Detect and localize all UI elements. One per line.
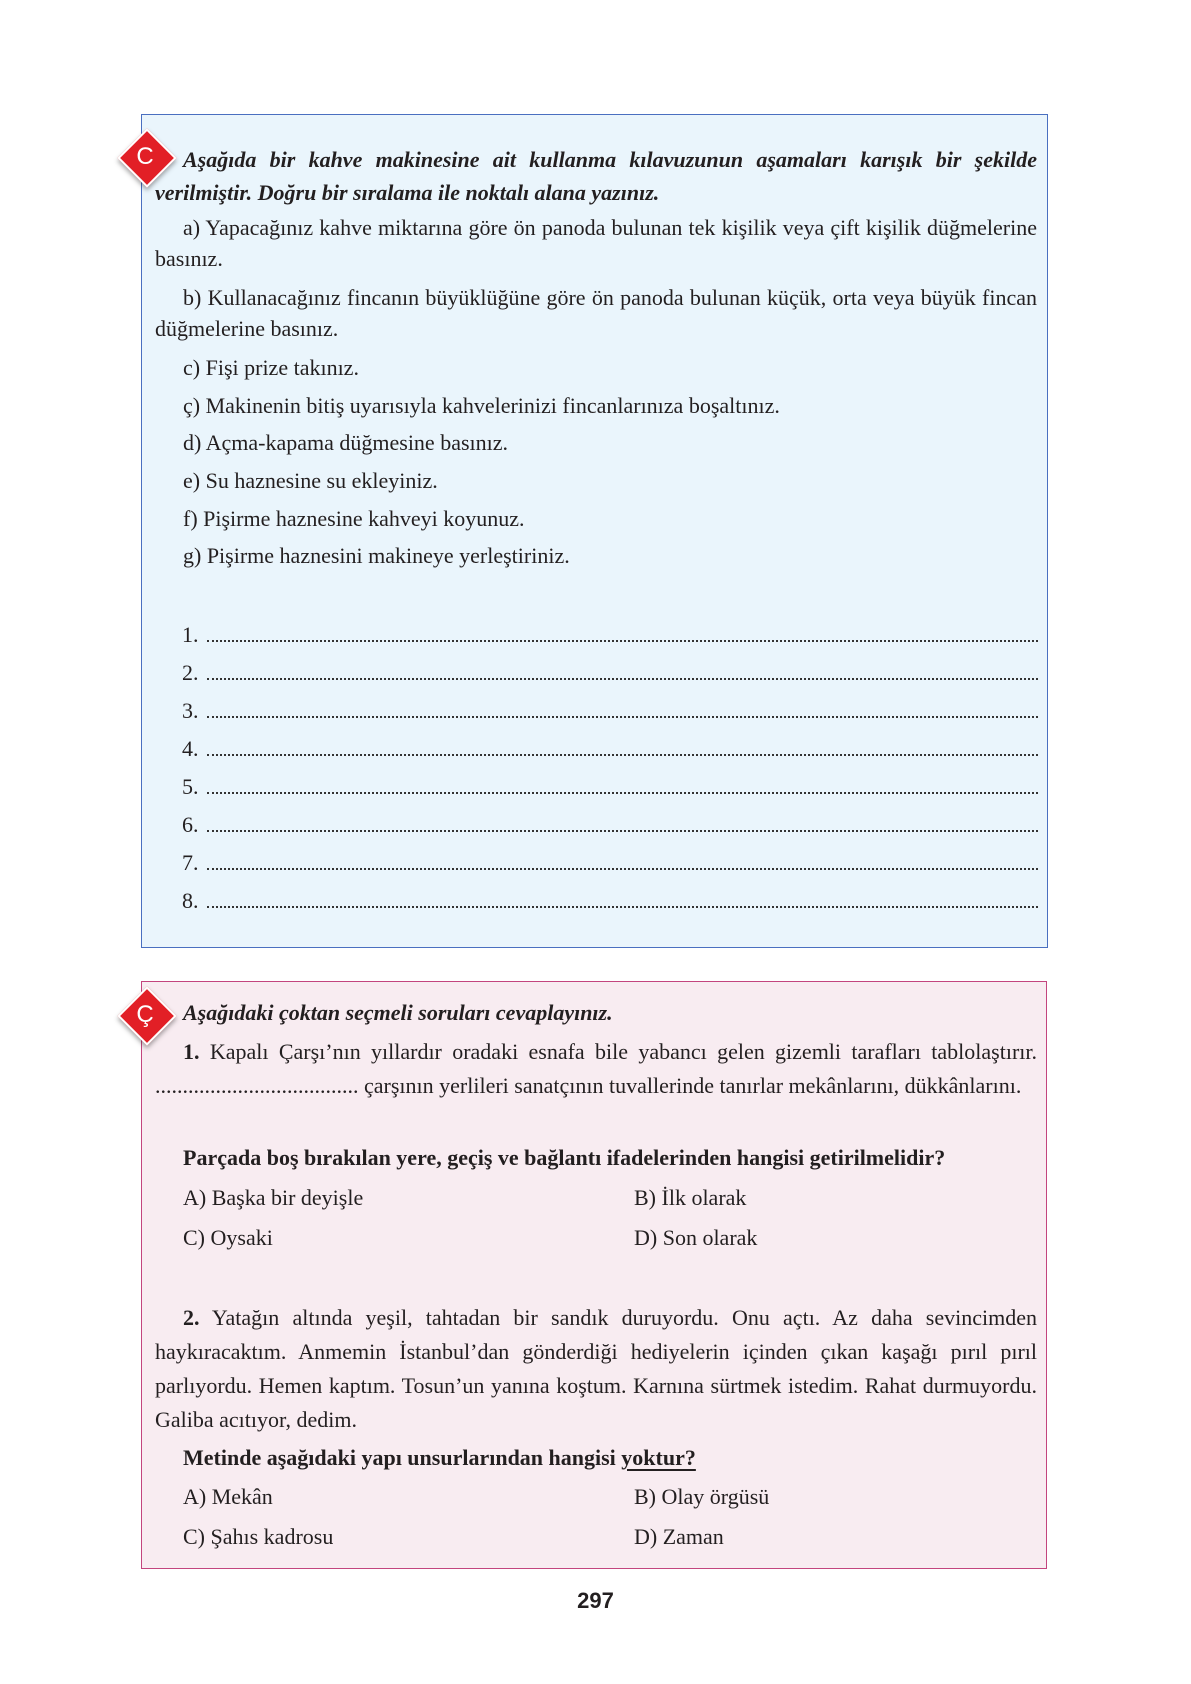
step-item: c) Fişi prize takınız.	[183, 355, 359, 380]
answer-line[interactable]	[182, 696, 1038, 726]
section-badge-letter: Ç	[136, 1001, 154, 1028]
step-item: d) Açma-kapama düğmesine basınız.	[183, 430, 509, 455]
step-item: ç) Makinenin bitiş uyarısıyla kahvelerinizi fincanlarınıza boşaltınız.	[183, 393, 780, 418]
answer-line[interactable]	[182, 734, 1038, 764]
answer-number: 5.	[182, 774, 199, 799]
answer-line[interactable]	[182, 848, 1038, 878]
answer-number: 7.	[182, 850, 199, 875]
multiple-choice-box	[136, 981, 1047, 1569]
question-number: 2.	[183, 1305, 200, 1330]
question-1-text	[155, 1035, 1037, 1103]
answer-number: 1.	[182, 622, 199, 647]
answer-line[interactable]	[182, 658, 1038, 688]
answer-line[interactable]	[182, 620, 1038, 650]
answer-number: 8.	[182, 888, 199, 913]
question-2-prompt	[155, 1441, 1037, 1474]
question-emphasis: yoktur?	[621, 1445, 696, 1470]
step-item: a) Yapacağınız kahve miktarına göre ön panoda bulunan tek kişilik veya çift kişilik düğmelerine basınız.	[155, 215, 1037, 271]
option-d[interactable]: D) Zaman	[634, 1524, 724, 1549]
answer-line[interactable]	[182, 810, 1038, 840]
question-2-text	[155, 1301, 1037, 1437]
question-prompt-text: Metinde aşağıdaki yapı unsurlarından hangisi	[183, 1445, 616, 1470]
step-item: f) Pişirme haznesine kahveyi koyunuz.	[183, 506, 525, 531]
answer-number: 6.	[182, 812, 199, 837]
step-item: g) Pişirme haznesini makineye yerleştiriniz.	[183, 543, 570, 568]
answer-number: 3.	[182, 698, 199, 723]
option-a[interactable]: A) Başka bir deyişle	[183, 1185, 364, 1210]
exercise-instruction: Aşağıdaki çoktan seçmeli soruları cevaplayınız.	[183, 1000, 613, 1025]
answer-line[interactable]	[182, 772, 1038, 802]
section-badge-letter: C	[136, 143, 154, 170]
question-number: 1.	[183, 1039, 200, 1064]
option-c[interactable]: C) Şahıs kadrosu	[183, 1524, 334, 1549]
ordering-exercise-box	[136, 114, 1048, 948]
question-passage: Yatağın altında yeşil, tahtadan bir sandık duruyordu. Onu açtı. Az daha sevincimden haykıracaktım. Anmemin İstanbul’dan gönderdiği hediyelerin içinden çıkan kaşağı pırıl pırıl parlıyordu. Hemen kaptım. Tosun’un yanına koştum. Karnına sürtmek istedim. Rahat durmuyordu. Galiba acıtıyor, dedim.	[155, 1305, 1037, 1432]
option-a[interactable]: A) Mekân	[183, 1484, 273, 1509]
page-number: 297	[577, 1588, 614, 1613]
option-b[interactable]: B) Olay örgüsü	[634, 1484, 770, 1509]
step-item: b) Kullanacağınız fincanın büyüklüğüne göre ön panoda bulunan küçük, orta veya büyük fincan düğmelerine basınız.	[155, 285, 1037, 341]
question-1-prompt: Parçada boş bırakılan yere, geçiş ve bağlantı ifadelerinden hangisi getirilmelidir?	[183, 1145, 946, 1170]
exercise-instruction: Aşağıda bir kahve makinesine ait kullanma kılavuzunun aşamaları karışık bir şekilde verilmiştir. Doğru bir sıralama ile noktalı alana yazınız.	[155, 147, 1037, 205]
answer-number: 2.	[182, 660, 199, 685]
option-c[interactable]: C) Oysaki	[183, 1225, 273, 1250]
option-b[interactable]: B) İlk olarak	[634, 1185, 747, 1210]
step-item: e) Su haznesine su ekleyiniz.	[183, 468, 438, 493]
answer-line[interactable]	[182, 886, 1038, 916]
answer-number: 4.	[182, 736, 199, 761]
question-passage: Kapalı Çarşı’nın yıllardır oradaki esnafa bile yabancı gelen gizemli tarafları tablolaştırır. ..................................... çarşının yerlileri sanatçının tuvallerinde tanırlar mekânlarını, dükkânlarını.	[155, 1039, 1038, 1098]
option-d[interactable]: D) Son olarak	[634, 1225, 758, 1250]
